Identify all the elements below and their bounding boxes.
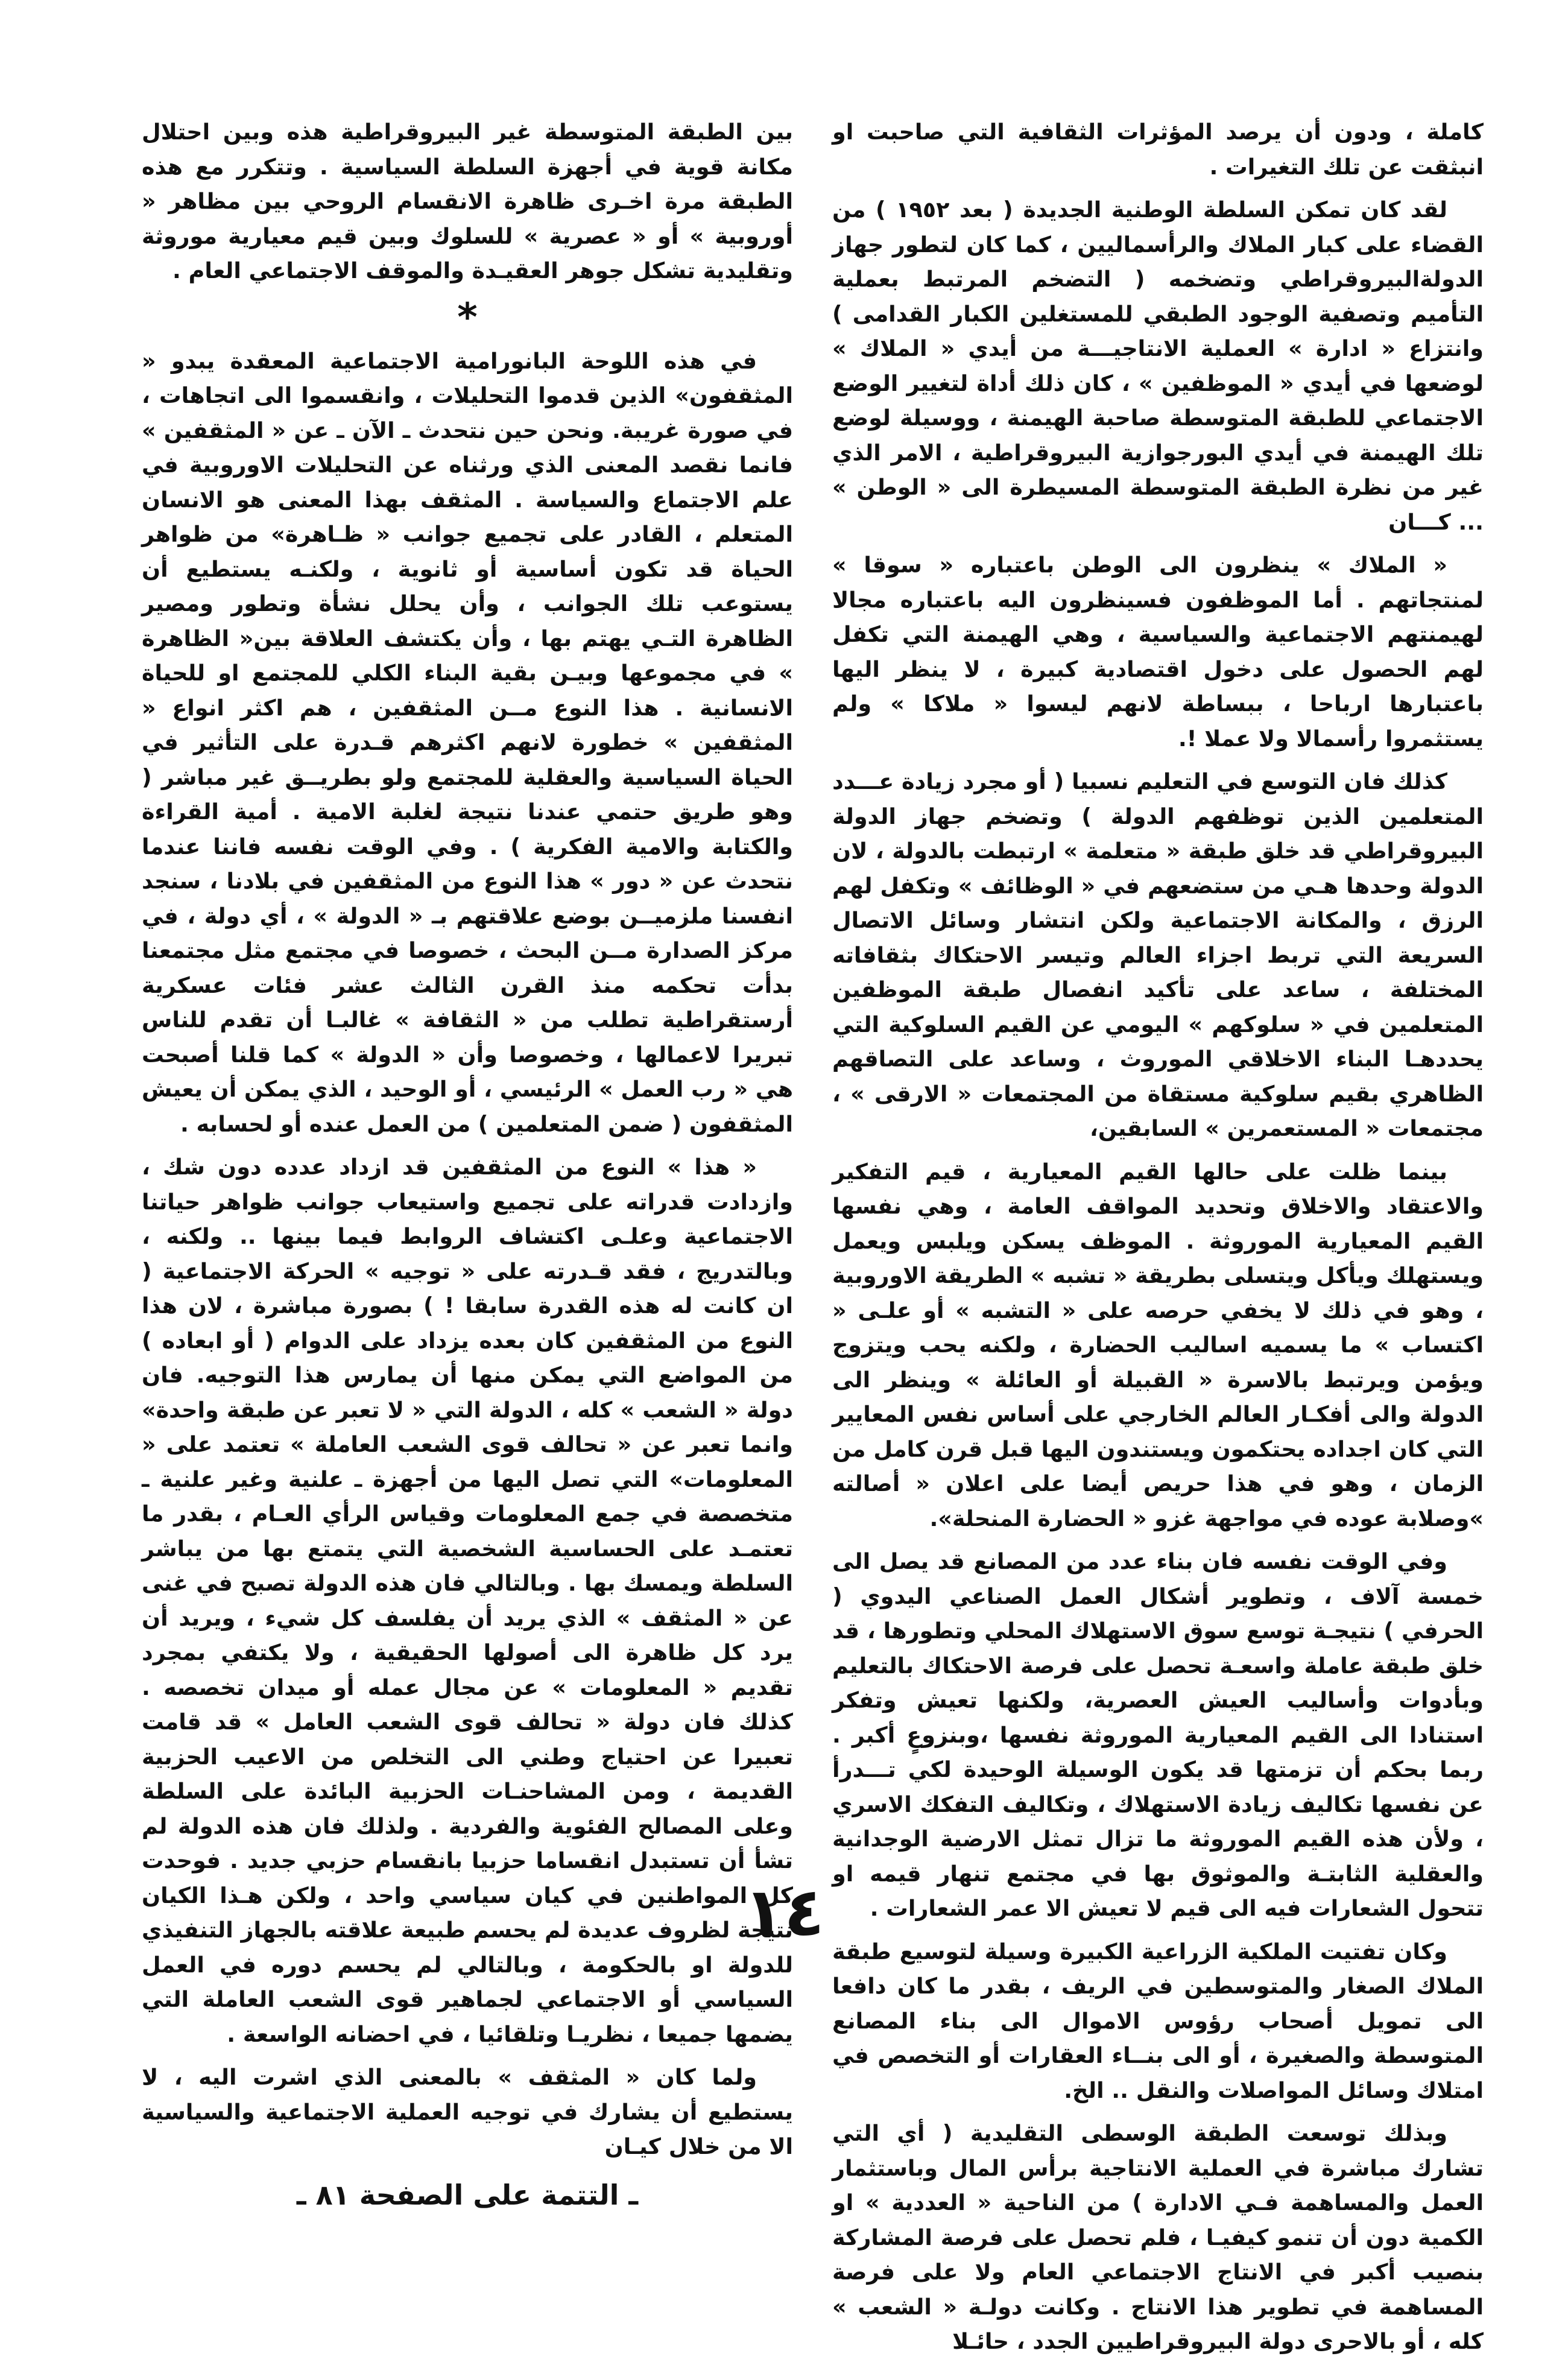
paragraph: كذلك فان التوسع في التعليم نسبيا ( أو مجرد زيادة عـــدد المتعلمين الذين توظفهم الدولة ) وتضخم جهاز الدولة البيروقراطي قد خلق طبقة « متعلمة » ارتبطت بالدولة ، لان الدولة وحدها هـي من ستضعهم في « الوظائف » وتكفل لهم الرزق ، والمكانة الاجتماعية ولكن انتشار وسائل الاتصال السريعة التي تربط اجزاء العالم وتيسر الاحتكاك بثقافاته المختلفة ، ساعد على تأكيد انفصال طبقة الموظفين المتعلمين في « سلوكهم » اليومي عن القيم السلوكية التي يحددهـا البناء الاخلاقي الموروث ، وساعد على التصاقهم الظاهري بقيم سلوكية مستقاة من المجتمعات « الارقى » ، مجتمعات « المستعمرين » السابقين، <box>832 768 1484 1141</box>
paragraph: وكان تفتيت الملكية الزراعية الكبيرة وسيلة لتوسيع طبقة الملاك الصغار والمتوسطين في الريف ، بقدر ما كان دافعا الى تمويل أصحاب رؤوس الاموال الى بناء المصانع المتوسطة والصغيرة ، أو الى بنــاء العقارات أو التخصص في امتلاك وسائل المواصلات والنقل .. الخ. <box>832 1938 1484 2103</box>
continued-on-page-note: ـ التتمة على الصفحة ٨١ ـ <box>296 2178 639 2211</box>
paragraph: لقد كان تمكن السلطة الوطنية الجديدة ( بعد ١٩٥٢ ) من القضاء على كبار الملاك والرأسماليين ، كما كان لتطور جهاز الدولةالبيروقراطي وتضخمه ( التضخم المرتبط بعملية التأميم وتصفية الوجود الطبقي للمستغلين الكبار القدامى ) وانتزاع « ادارة » العملية الانتاجيـــة من أيدي « الملاك » لوضعها في أيدي « الموظفين » ، كان ذلك أداة لتغيير الوضع الاجتماعي للطبقة المتوسطة صاحبة الهيمنة ، ووسيلة لوضع تلك الهيمنة في أيدي البورجوازية البيروقراطية ، الامر الذي غير من نظرة الطبقة المتوسطة المسيطرة الى « الوطن » ... كـــان <box>832 197 1484 535</box>
paragraph: « الملاك » ينظرون الى الوطن باعتباره « سوقا » لمنتجاتهم . أما الموظفون فسينظرون اليه باعتباره مجالا لهيمنتهم الاجتماعية والسياسية ، وهي الهيمنة التي تكفل لهم الحصول على دخول اقتصادية كبيرة ، لا ينظر اليها باعتبارها ارباحا ، ببساطة لانهم ليسوا « ملاكا » ولم يستثمروا رأسمالا ولا عملا !. <box>832 552 1484 752</box>
right-text-column <box>832 115 1484 2354</box>
section-separator-asterisk: * <box>457 295 478 340</box>
paragraph: بين الطبقة المتوسطة غير البيروقراطية هذه وبين احتلال مكانة قوية في أجهزة السلطة السياسية . وتتكرر مع هذه الطبقة مرة اخـرى ظاهرة الانقسام الروحي بين مظاهر « أوروبية » أو « عصرية » للسلوك وبين قيم معيارية موروثة وتقليدية تشكل جوهر العقيـدة والموقف الاجتماعي العام . <box>142 119 793 283</box>
paragraph: في هذه اللوحة البانورامية الاجتماعية المعقدة يبدو « المثقفون» الذين قدموا التحليلات ، وانقسموا الى اتجاهات ، في صورة غريبة. ونحن حين نتحدث ـ الآن ـ عن « المثقفين » فانما نقصد المعنى الذي ورثناه عن التحليلات الاوروبية في علم الاجتماع والسياسة . المثقف بهذا المعنى هو الانسان المتعلم ، القادر على تجميع جوانب « ظـاهرة» من ظواهر الحياة قد تكون أساسية أو ثانوية ، ولكنـه يستطيع أن يستوعب تلك الجوانب ، وأن يحلل نشأة وتطور ومصير الظاهرة التـي يهتم بها ، وأن يكتشف العلاقة بين« الظاهرة » في مجموعها وبيـن بقية البناء الكلي للمجتمع او للحياة الانسانية . هذا النوع مــن المثقفين ، هم اكثر انواع « المثقفين » خطورة لانهم اكثرهم قـدرة على التأثير في الحياة السياسية والعقلية للمجتمع ولو بطريــق غير مباشر ( وهو طريق حتمي عندنا نتيجة لغلبة الامية . أمية القراءة والكتابة والامية الفكرية ) . وفي الوقت نفسه فاننا عندما نتحدث عن « دور » هذا النوع من المثقفين في بلادنا ، سنجد انفسنا ملزميــن بوضع علاقتهم بـ « الدولة » ، أي دولة ، في مركز الصدارة مــن البحث ، خصوصا في مجتمع مثل مجتمعنا بدأت تحكمه منذ القرن الثالث عشر فئات عسكرية أرستقراطية تطلب من « الثقافة » غالبـا أن تقدم للناس تبريرا لاعمالها ، وخصوصا وأن « الدولة » كما قلنا أصبحت هي « رب العمل » الرئيسي ، أو الوحيد ، الذي يمكن أن يعيش المثقفون ( ضمن المتعلمين ) من العمل عنده أو لحسابه . <box>142 347 793 1137</box>
paragraph: « هذا » النوع من المثقفين قد ازداد عدده دون شك ، وازدادت قدراته على تجميع واستيعاب جوانب ظواهر حياتنا الاجتماعية وعلـى اكتشاف الروابط فيما بينها .. ولكنه ، وبالتدريج ، فقد قـدرته على « توجيه » الحركة الاجتماعية ( ان كانت له هذه القدرة سابقا ! ) بصورة مباشرة ، لان هذا النوع من المثقفين كان بعده يزداد على الدوام ( أو ابعاده ) من المواضع التي يمكن منها أن يمارس هذا التوجيه. فان دولة « الشعب » كله ، الدولة التي « لا تعبر عن طبقة واحدة» وانما تعبر عن « تحالف قوى الشعب العاملة » تعتمد على « المعلومات» التي تصل اليها من أجهزة ـ علنية وغير علنية ـ متخصصة في جمع المعلومات وقياس الرأي العـام ، بقدر ما تعتمـد على الحساسية الشخصية التي يتمتع بها من يباشر السلطة ويمسك بها . وبالتالي فان هذه الدولة تصبح في غنى عن « المثقف » الذي يريد أن يفلسف كل شيء ، ويريد أن يرد كل ظاهرة الى أصولها الحقيقية ، ولا يكتفي بمجرد تقديم « المعلومات » عن مجال عمله أو ميدان تخصصه . كذلك فان دولة « تحالف قوى الشعب العامل » قد قامت تعبيرا عن احتياج وطني الى التخلص من الاعيب الحزبية القديمة ، ومن المشاحنـات الحزبية البائدة على السلطة وعلى المصالح الفئوية والفردية . ولذلك فان هذه الدولة لم تشأ أن تستبدل انقساما حزبيا بانقسام حزبي جديد . فوحدت كل المواطنين في كيان سياسي واحد ، ولكن هـذا الكيان نتيجة لظروف عديدة لم يحسم طبيعة علاقته بالجهاز التنفيذي للدولة او بالحكومة ، وبالتالي لم يحسم دوره في العمل السياسي أو الاجتماعي لجماهير قوى الشعب العاملة التي يضمها جميعا ، نظريـا وتلقائيا ، في احضانه الواسعة . <box>142 1154 793 2047</box>
paragraph: ولما كان « المثقف » بالمعنى الذي اشرت اليه ، لا يستطيع أن يشارك في توجيه العملية الاجتماعية والسياسية الا من خلال كيـان <box>142 2064 793 2159</box>
paragraph: بينما ظلت على حالها القيم المعيارية ، قيم التفكير والاعتقاد والاخلاق وتحديد المواقف العامة ، وهي نفسها القيم المعيارية الموروثة . الموظف يسكن ويلبس ويعمل ويستهلك ويأكل ويتسلى بطريقة « تشبه » الطريقة الاوروبية ، وهو في ذلك لا يخفي حرصه على « التشبه » أو علـى « اكتساب » ما يسميه اساليب الحضارة ، ولكنه يحب ويتزوج ويؤمن ويرتبط بالاسرة « القبيلة أو العائلة » وينظر الى الدولة والى أفكـار العالم الخارجي على أساس نفس المعايير التي كان اجداده يحتكمون ويستندون اليها قبل قرن كامل من الزمان ، وهو في هذا حريص أيضا على اعلان « أصالته »وصلابة عوده في مواجهة غزو « الحضارة المنحلة». <box>832 1158 1484 1531</box>
paragraph: وبذلك توسعت الطبقة الوسطى التقليدية ( أي التي تشارك مباشرة في العملية الانتاجية برأس المال وباستثمار العمل والمساهمة فـي الادارة ) من الناحية « العددية » او الكمية دون أن تنمو كيفيـا ، فلم تحصل على فرصة المشاركة بنصيب أكبر في الانتاج الاجتماعي العام ولا على فرصة المساهمة في تطوير هذا الانتاج . وكانت دولـة « الشعب » كله ، أو بالاحرى دولة البيروقراطيين الجدد ، حائـلا <box>832 2120 1484 2354</box>
page-number: ١٤ <box>743 1873 825 1951</box>
paragraph: كاملة ، ودون أن يرصد المؤثرات الثقافية التي صاحبت او انبثقت عن تلك التغيرات . <box>832 119 1484 180</box>
paragraph: وفي الوقت نفسه فان بناء عدد من المصانع قد يصل الى خمسة آلاف ، وتطوير أشكال العمل الصناعي اليدوي ( الحرفي ) نتيجـة توسع سوق الاستهلاك المحلي وتطورها ، قد خلق طبقة عاملة واسعـة تحصل على فرصة الاحتكاك بالتعليم وبأدوات وأساليب العيش العصرية، ولكنها تعيش وتفكر استنادا الى القيم المعيارية الموروثة نفسها ،وبنزوعٍ أكبر . ربما بحكم أن تزمتها قد يكون الوسيلة الوحيدة لكي تـــدرأ عن نفسها تكاليف زيادة الاستهلاك ، وتكاليف التفكك الاسري ، ولأن هذه القيم الموروثة ما تزال تمثل الارضية الوجدانية والعقلية الثابتـة والموثوق بها في مجتمع تنهار قيمه او تتحول الشعارات فيه الى قيم لا تعيش الا عمر الشعارات . <box>832 1548 1484 1921</box>
